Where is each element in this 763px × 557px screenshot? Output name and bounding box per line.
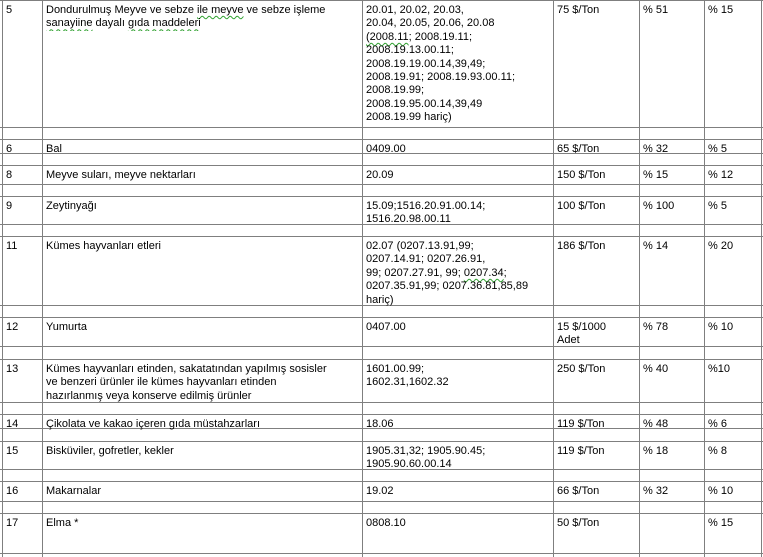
row-number: 13: [6, 363, 19, 375]
duty-rate-1: % 32: [643, 143, 669, 155]
reference-price: [557, 4, 637, 17]
duty-rate-2: % 5: [708, 200, 727, 212]
text-line: [366, 363, 551, 376]
text-run: 19.02: [366, 485, 394, 497]
text-run: Meyve suları, meyve nektarları: [46, 169, 196, 181]
tariff-codes: [366, 418, 551, 431]
tariff-codes: [366, 363, 551, 390]
text-line: [46, 363, 360, 376]
reference-price: [557, 363, 637, 376]
row-rule: [0, 359, 763, 360]
text-run: Zeytinyağı: [46, 200, 97, 212]
text-line: [366, 418, 551, 431]
text-run: 20.04, 20.05, 20.06, 20.08: [366, 17, 495, 30]
duty-rate-2: % 5: [708, 143, 727, 155]
duty-rate-2: % 10: [708, 485, 734, 497]
text-line: [46, 169, 360, 182]
text-run: 18.06: [366, 418, 394, 430]
text-run: Dondurulmuş Meyve ve sebze: [46, 4, 198, 16]
product-description: [46, 321, 360, 334]
text-run: ile meyve: [197, 4, 244, 16]
reference-price: [557, 445, 637, 458]
row-number: 15: [6, 445, 19, 457]
row-rule: [0, 414, 763, 415]
text-line: [46, 418, 360, 431]
text-line: 100 $/Ton: [557, 200, 606, 212]
product-description: [46, 143, 360, 156]
row-rule: [0, 317, 763, 318]
text-line: [366, 240, 551, 253]
column-rule: [704, 0, 705, 557]
text-run: 2008.19.19.00.14,39,49;: [366, 57, 486, 70]
row-number: 16: [6, 485, 19, 497]
tariff-codes: [366, 4, 551, 125]
product-description: [46, 4, 360, 31]
text-run: ve benzeri ürünler ile kümes hayvanları etinden: [46, 376, 277, 389]
row-rule: [0, 165, 763, 166]
product-description: [46, 169, 360, 182]
text-run: Çikolata ve kakao içeren gıda müstahzarları: [46, 418, 260, 430]
text-line: Adet: [557, 334, 580, 347]
product-description: [46, 240, 360, 253]
text-line: 65 $/Ton: [557, 143, 600, 155]
text-run: Kümes hayvanları etinden, sakatatından yapılmış sosisler: [46, 363, 327, 375]
tariff-codes: [366, 321, 551, 334]
row-rule: [0, 127, 763, 128]
duty-rate-2: %10: [708, 363, 731, 375]
row-rule: [0, 0, 763, 1]
duty-rate-1: % 15: [643, 169, 669, 181]
text-run: sanayiine: [46, 17, 93, 30]
text-line: [366, 253, 551, 266]
column-rule: [2, 0, 3, 557]
text-run: (2008.11: [366, 30, 409, 43]
text-run: Elma *: [46, 517, 79, 529]
duty-rate-1: % 18: [643, 445, 669, 457]
text-line: [46, 321, 360, 334]
text-line: 250 $/Ton: [557, 363, 606, 375]
text-run: ve sebze işleme: [243, 4, 326, 16]
text-run: dayalı: [92, 17, 128, 30]
text-run: 99; 0207.27.91, 99;: [366, 266, 464, 279]
text-line: 119 $/Ton: [557, 418, 605, 430]
reference-price: [557, 517, 637, 530]
column-rule: [42, 0, 43, 557]
text-line: [366, 143, 551, 156]
text-run: 2008.19.91; 2008.19.93.00.11;: [366, 71, 516, 84]
tariff-codes: [366, 143, 551, 156]
duty-rate-1: % 32: [643, 485, 669, 497]
duty-rate-2: % 15: [708, 4, 734, 16]
text-run: 1905.31,32; 1905.90.45;: [366, 445, 486, 457]
duty-rate-1: % 14: [643, 240, 669, 252]
text-line: [46, 485, 360, 498]
text-run: 0409.00: [366, 143, 406, 155]
text-line: [366, 17, 551, 30]
row-rule: [0, 441, 763, 442]
duty-rate-2: % 10: [708, 321, 734, 333]
row-rule: [0, 501, 763, 502]
text-line: [46, 517, 360, 530]
tariff-codes: [366, 517, 551, 530]
text-run: ;: [503, 266, 507, 279]
row-rule: [0, 481, 763, 482]
reference-price: [557, 169, 637, 182]
text-line: [366, 169, 551, 182]
product-description: [46, 445, 360, 458]
duty-rate-2: % 6: [708, 418, 727, 430]
text-run: 1601.00.99;: [366, 363, 425, 375]
text-run: 20.01, 20.02, 20.03,: [366, 4, 464, 16]
row-number: 11: [6, 240, 18, 252]
text-line: [366, 71, 551, 84]
product-description: [46, 485, 360, 498]
text-run: Bisküviler, gofretler, kekler: [46, 445, 174, 457]
text-run: 0207.35.91,99; 0207.36.81,85,89: [366, 280, 529, 293]
reference-price: [557, 418, 637, 431]
row-rule: [0, 346, 763, 347]
duty-rate-2: % 15: [708, 517, 734, 529]
text-line: [46, 376, 360, 389]
text-line: [366, 84, 551, 97]
text-run: 1516.20.98.00.11: [366, 213, 451, 226]
text-run: 0207.34: [463, 266, 504, 279]
product-description: [46, 517, 360, 530]
duty-rate-1: % 40: [643, 363, 669, 375]
text-line: [46, 200, 360, 213]
text-run: 0407.00: [366, 321, 406, 333]
text-line: 150 $/Ton: [557, 169, 606, 181]
row-number: 9: [6, 200, 13, 212]
text-line: [366, 445, 551, 458]
text-line: [366, 200, 551, 213]
text-line: [366, 213, 551, 226]
text-line: [366, 376, 551, 389]
row-number: 17: [6, 517, 19, 529]
reference-price: [557, 321, 637, 348]
duty-rate-1: % 100: [643, 200, 675, 212]
text-line: [366, 267, 551, 280]
text-run: Bal: [46, 143, 62, 155]
column-rule: [553, 0, 554, 557]
reference-price: [557, 143, 637, 156]
tariff-codes: [366, 169, 551, 182]
text-run: hazırlanmış veya konserve edilmiş ürünler: [46, 389, 252, 402]
reference-price: [557, 240, 637, 253]
row-number: 5: [6, 4, 13, 16]
duty-rate-2: % 20: [708, 240, 734, 252]
text-run: 2008.19.99 hariç): [366, 111, 452, 124]
text-run: 0207.14.91; 0207.26.91,: [366, 253, 486, 266]
text-run: gıda maddeleri: [127, 17, 201, 30]
text-line: 119 $/Ton: [557, 445, 605, 457]
text-run: 2008.19.13.00.11;: [366, 44, 454, 57]
text-run: Makarnalar: [46, 485, 102, 497]
duty-rate-1: % 51: [643, 4, 669, 16]
product-description: [46, 363, 360, 403]
text-line: [366, 458, 551, 471]
row-rule: [0, 236, 763, 237]
text-run: hariç): [366, 293, 394, 306]
text-line: [46, 143, 360, 156]
reference-price: [557, 200, 637, 213]
text-line: [46, 17, 360, 30]
duty-rate-1: % 78: [643, 321, 669, 333]
column-rule: [639, 0, 640, 557]
column-rule: [761, 0, 762, 557]
text-line: [366, 31, 551, 44]
column-rule: [362, 0, 363, 557]
tariff-codes: [366, 485, 551, 498]
text-line: [366, 294, 551, 307]
duty-rate-1: % 48: [643, 418, 669, 430]
row-rule: [0, 553, 763, 554]
text-line: [46, 445, 360, 458]
row-rule: [0, 139, 763, 140]
text-line: 186 $/Ton: [557, 240, 606, 252]
row-number: 12: [6, 321, 19, 333]
row-number: 14: [6, 418, 19, 430]
tariff-codes: [366, 240, 551, 307]
reference-price: [557, 485, 637, 498]
text-line: [46, 4, 360, 17]
text-line: [366, 98, 551, 111]
text-line: [366, 4, 551, 17]
tariff-codes: [366, 445, 551, 472]
text-run: 2008.19.99;: [366, 84, 425, 97]
text-line: [366, 517, 551, 530]
row-rule: [0, 196, 763, 197]
text-line: 15 $/1000: [557, 321, 606, 333]
tariff-codes: [366, 200, 551, 227]
text-run: 1602.31,1602.32: [366, 376, 449, 389]
text-run: 02.07 (0207.13.91,99;: [366, 240, 474, 252]
text-run: 0808.10: [366, 517, 406, 529]
text-run: ; 2008.19.11;: [408, 30, 473, 43]
product-description: [46, 418, 360, 431]
text-run: Yumurta: [46, 321, 87, 333]
text-run: 15.09;1516.20.91.00.14;: [366, 200, 486, 212]
text-line: [366, 111, 551, 124]
text-line: 66 $/Ton: [557, 485, 600, 497]
text-run: 2008.19.95.00.14,39,49: [366, 97, 483, 110]
text-line: [46, 390, 360, 403]
text-line: 50 $/Ton: [557, 517, 600, 529]
text-line: [366, 321, 551, 334]
row-rule: [0, 513, 763, 514]
text-line: [366, 44, 551, 57]
product-description: [46, 200, 360, 213]
text-line: [366, 485, 551, 498]
row-rule: [0, 184, 763, 185]
text-line: 75 $/Ton: [557, 4, 600, 16]
text-line: [366, 280, 551, 293]
text-run: Kümes hayvanları etleri: [46, 240, 161, 252]
duty-rate-2: % 12: [708, 169, 734, 181]
row-number: 8: [6, 169, 13, 181]
text-run: 20.09: [366, 169, 394, 181]
text-run: 1905.90.60.00.14: [366, 458, 452, 471]
row-number: 6: [6, 143, 13, 155]
duty-rate-2: % 8: [708, 445, 727, 457]
text-line: [366, 58, 551, 71]
text-line: [46, 240, 360, 253]
